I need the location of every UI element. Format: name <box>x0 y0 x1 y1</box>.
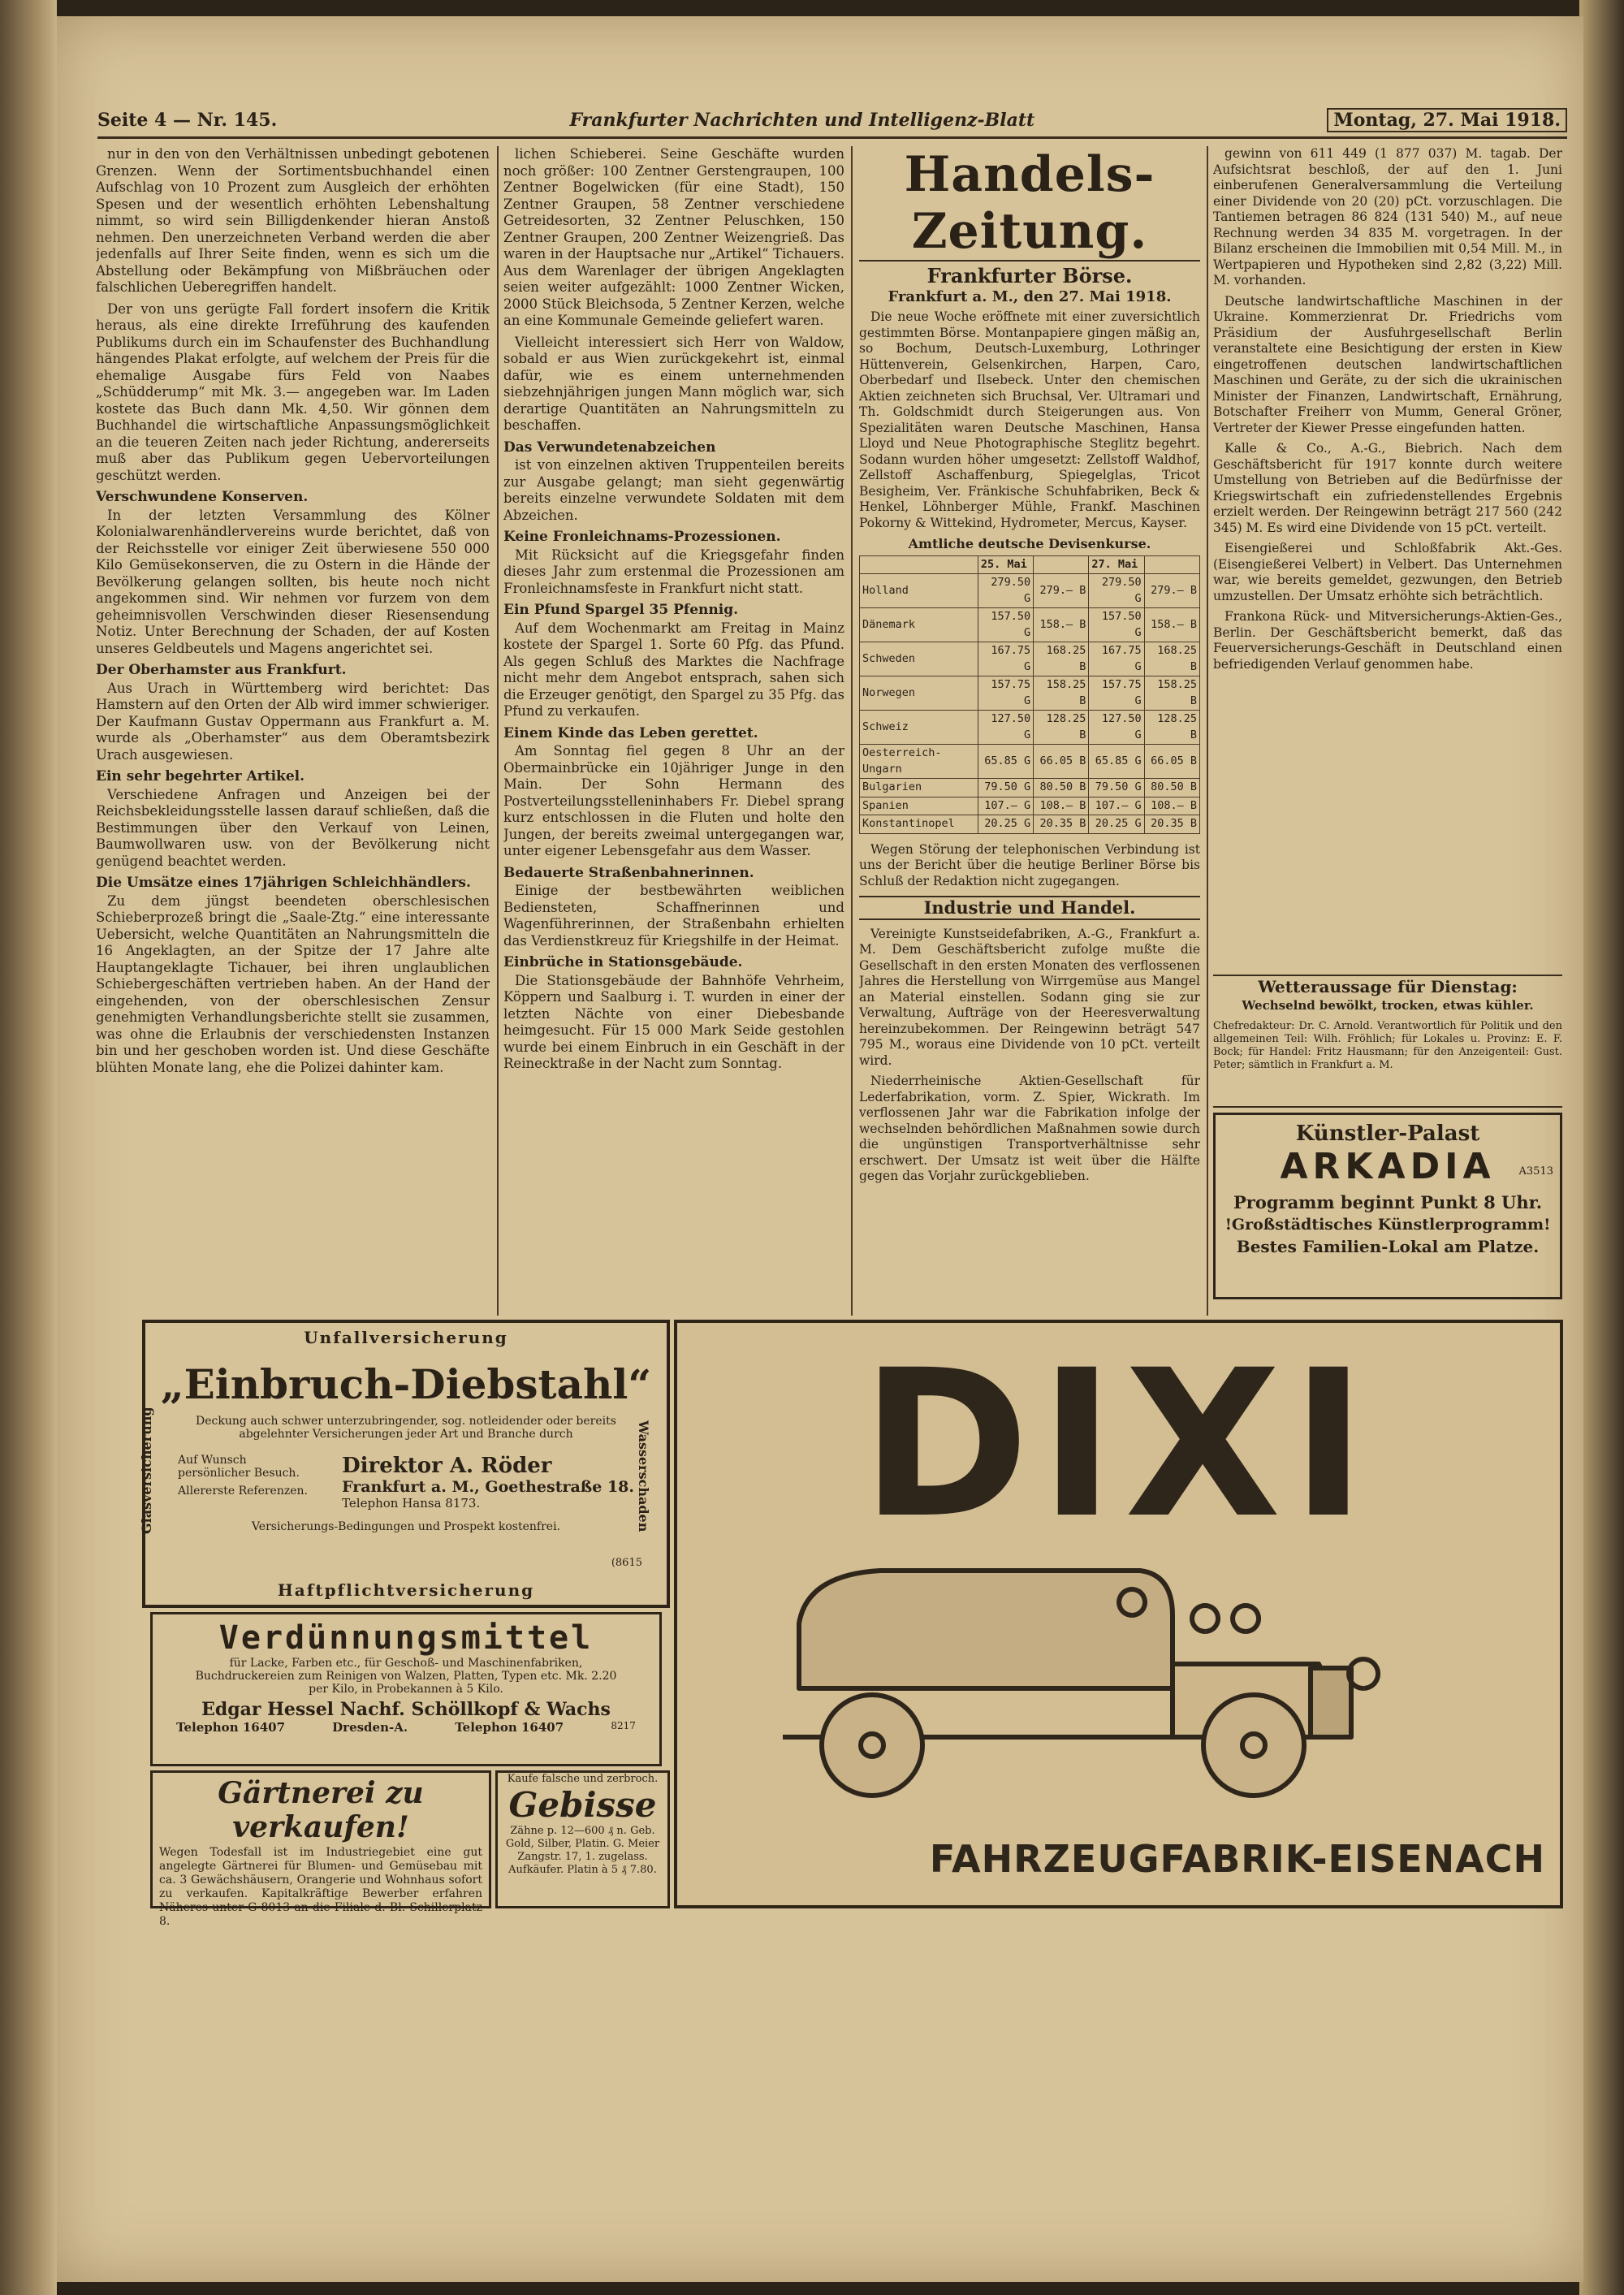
fx-header-row <box>860 555 1200 574</box>
fx-row <box>860 797 1200 815</box>
arkadia-line-1: Programm beginnt Punkt 8 Uhr. <box>1233 1192 1543 1212</box>
column-1 <box>96 146 490 1316</box>
fx-header-cell <box>1144 555 1199 574</box>
ad-phone-1: Telephon 16407 <box>176 1720 286 1735</box>
fx-rate: 20.25 G <box>1089 815 1144 834</box>
article-paragraph: nur in den von den Verhältnissen unbedingt gebotenen Grenzen. Wenn der Sortimentsbuchhandel einen Aufschlag von 10 Prozent zum Ausgleich der erhöhten Spesen und der wesentlich erhöhten Lebenshaltung nimmt, so wird sein Billigdenkender hieran Anstoß nehmen. Den unerzeichneten Verband werden die aber jedenfalls auf Ihrer Seite finden, wenn es sich um die Abstellung oder Bekämpfung von Mißbräuchen oder falschlichen Ueberegriffen handelt. <box>96 146 490 295</box>
fx-row <box>860 608 1200 642</box>
fx-rate: 66.05 B <box>1034 745 1089 779</box>
arkadia-code: A3513 <box>1518 1165 1553 1178</box>
ad-description: Deckung auch schwer unterzubringender, sog. notleidender oder bereits abgelehnter Versicherungen jeder Art und Branche durch <box>196 1415 616 1441</box>
fx-currency: Oesterreich-Ungarn <box>860 745 978 779</box>
article-heading: Bedauerte Straßenbahnerinnen. <box>503 864 754 881</box>
ad-contact-row <box>153 1720 659 1735</box>
ad-dixi <box>674 1320 1563 1908</box>
article-heading: Das Verwundetenabzeichen <box>503 439 716 456</box>
arkadia-line-2: !Großstädtisches Künstlerprogramm! <box>1224 1216 1551 1234</box>
article-paragraph: Der von uns gerügte Fall fordert insofern die Kritik heraus, als eine direkte Irreführung des kaufenden Publikums durch ein im Schaufenster des Buchhandlung hängendes Plakat erfolgte, auf welchem der Preis für die ehemalige Ausgabe fürs Feld von Naabes „Schüdderump“ mit Mk. 3.— angegeben war. Im Laden kostete das Buch dann Mk. 4,50. Wir gönnen dem Buchhandel die wirtschaftliche Anpassungsmöglichkeit an die teueren Zeiten nach jeder Richtung, andererseits muß aber das Publikum gegen Uebervorteilungen geschützt werden. <box>96 300 490 483</box>
arkadia-name: ARKADIA <box>1280 1146 1496 1187</box>
article-paragraph: lichen Schieberei. Seine Geschäfte wurden noch größer: 100 Zentner Gerstengraupen, 100 Zentner Bogelwicken (für eine Stadt), 150 Zentner Graupen, 58 Zentner verschiedene Getreidesorten, 32 Zentner Peluschken, 150 Zentner Graupen, 200 Zentner Weizengrieß. Das waren in der Hauptsache nur „Artikel“ Tichauers. Aus dem Warenlager der übrigen Angeklagten seien weiter aufgezählt: 1000 Zentner Wicken, 2000 Stück Bleichsoda, 5 Zentner Kerzen, welche an eine Kommunale Gemeinde geliefert waren. <box>503 146 844 328</box>
ad-bottom-text: Versicherungs-Bedingungen und Prospekt kostenfrei. <box>251 1520 561 1533</box>
fx-rate: 80.50 B <box>1034 779 1089 797</box>
ad-company: Edgar Hessel Nachf. Schöllkopf & Wachs <box>201 1699 611 1720</box>
ad-phone: Telephon Hansa 8173. <box>342 1496 481 1511</box>
article-paragraph: Wegen Störung der telephonischen Verbindung ist uns der Bericht über die heutige Berliner Börse bis Schluß der Redaktion nicht zugegangen. <box>859 841 1200 888</box>
fx-rate: 127.50 G <box>1089 711 1144 745</box>
weather-box <box>1213 975 1562 1108</box>
ad-director-block <box>342 1454 634 1511</box>
ad-gebisse <box>495 1770 670 1908</box>
fx-header-cell <box>860 555 978 574</box>
fx-rate: 108.— B <box>1034 797 1089 815</box>
article-paragraph: Verschiedene Anfragen und Anzeigen bei der Reichsbekleidungsstelle lassen darauf schließen, daß die Bestimmungen über den Verkauf von Leinen, Baumwollwaren usw. von der Bevölkerung nicht genügend beachtet werden. <box>96 786 490 869</box>
fx-rate: 20.25 G <box>978 815 1033 834</box>
fx-currency: Dänemark <box>860 608 978 642</box>
article-paragraph: Die neue Woche eröffnete mit einer zuversichtlich gestimmten Börse. Montanpapiere gingen mäßig an, so Bochum, Deutsch-Luxemburg, Lothringer Hüttenverein, Gelsenkirchen, Harpen, Caro, Oberbedarf und Ilsebeck. Unter den chemischen Aktien zeichneten sich Bruchsal, Ver. Ultramari und Th. Goldschmidt durch Steigerungen aus. Von Spezialitäten waren Deutsche Maschinen, Hansa Lloyd und Neue Photographische Steglitz begehrt. Sodann wurden höher umgesetzt: Zellstoff Waldhof, Zellstoff Aschaffenburg, Spiegelglas, Tricot Besigheim, Ver. Fränkische Schuhfabriken, Beck & Henkel, Löhnberger Mühle, Frankf. Maschinen Pokorny & Wittekind, Hydrometer, Mercus, Kayser. <box>859 309 1200 530</box>
arkadia-line-3: Bestes Familien-Lokal am Platze. <box>1236 1237 1540 1256</box>
fx-rate: 279.— B <box>1034 574 1089 608</box>
fx-currency: Schweden <box>860 642 978 676</box>
fx-rate: 157.50 G <box>1089 608 1144 642</box>
ad-note-2: Allererste Referenzen. <box>178 1485 308 1498</box>
fx-currency: Norwegen <box>860 676 978 711</box>
fx-rate: 66.05 B <box>1144 745 1199 779</box>
truck-front-wheel <box>1203 1695 1304 1796</box>
fx-row <box>860 642 1200 676</box>
article-paragraph: In der letzten Versammlung des Kölner Kolonialwarenhändlervereins wurde berichtet, daß von der Reichsstelle vor einiger Zeit überwiesene 550 000 Kilo Gemüsekonserven, die zu Ostern in die Hände der Bevölkerung gelangen sollten, bis heute noch nicht angekommen sind. Wir nehmen vor furzem von dem geheimnisvollen Verschwinden dieser Riesensendung Notiz. Unter Berechnung der Schaden, der auf Kosten unseres Geldbeutels und Magens angerichtet sei. <box>96 507 490 656</box>
column-rule <box>1207 146 1208 1316</box>
fx-currency: Konstantinopel <box>860 815 978 834</box>
ad-verduennungsmittel <box>150 1612 662 1766</box>
column-rule <box>497 146 499 1316</box>
article-heading: Die Umsätze eines 17jährigen Schleichhändlers. <box>96 875 471 891</box>
ad-headline: Gebisse <box>508 1785 657 1825</box>
ad-phone-2: Telephon 16407 <box>455 1720 564 1735</box>
boerse-subtitle: Frankfurter Börse. <box>926 264 1133 287</box>
handelszeitung-title: Handels-Zeitung. <box>859 146 1200 261</box>
impressum: Chefredakteur: Dr. C. Arnold. Verantwortlich für Politik und den allgemeinen Teil: Wilh. Fröhlich; für Lokales u. Provinz: E. F. Bock; für Handel: Fritz Hausmann; für den Anzeigenteil: Gust. Peter; sämtlich in Frankfurt a. M. <box>1213 1020 1562 1071</box>
fx-header-cell <box>1034 555 1089 574</box>
fx-rate: 20.35 B <box>1034 815 1089 834</box>
ad-top-label: Unfallversicherung <box>304 1328 508 1347</box>
ad-einbruch-diebstahl <box>139 1320 670 1608</box>
ad-headline: „Einbruch-Diebstahl“ <box>160 1360 652 1408</box>
fx-rate: 279.— B <box>1144 574 1199 608</box>
fx-header-cell: 25. Mai <box>978 555 1033 574</box>
fx-row <box>860 815 1200 834</box>
fx-rate: 167.75 G <box>978 642 1033 676</box>
fx-rate: 128.25 B <box>1034 711 1089 745</box>
dixi-brand: DIXI <box>861 1326 1376 1562</box>
fx-rate: 107.— G <box>1089 797 1144 815</box>
column-2 <box>503 146 844 1316</box>
fx-rate: 127.50 G <box>978 711 1033 745</box>
fx-rate: 157.75 G <box>978 676 1033 711</box>
fx-rate: 157.50 G <box>978 608 1033 642</box>
fx-row <box>860 745 1200 779</box>
article-paragraph: ist von einzelnen aktiven Truppenteilen bereits zur Ausgabe gelangt; man sieht gegenwärtig bereits einzelne verwundete Soldaten mit dem Abzeichen. <box>503 457 844 523</box>
column-rule <box>851 146 853 1316</box>
article-paragraph: Eisengießerei und Schloßfabrik Akt.-Ges. (Eisengießerei Velbert) in Velbert. Das Unternehmen war, wie bereits gemeldet, gezwungen, den Betrieb umzustellen. Der Umsatz erhöhte sich beträchtlich. <box>1213 541 1562 603</box>
truck-canopy <box>799 1571 1173 1688</box>
article-paragraph: Zu dem jüngst beendeten oberschlesischen Schieberprozeß bringt die „Saale-Ztg.“ eine interessante Uebersicht, welche Quantitäten an Nahrungsmitteln die 16 Angeklagten, an der Spitze der 17 Jahre alte Hauptangeklagte Tichauer, bei ihren unglaublichen Schiebergeschäften vertrieben haben. An der Hand der eingehenden, von der oberschlesischen Zensur genehmigten Verhandlungsberichte stellt sie zusammen, was ohne die Erlaubnis der verschiedensten Instanzen bin und her geschoben worden ist. Und diese Geschäfte blühten Monate lang, ehe die Polizei dahinter kam. <box>96 892 490 1075</box>
fx-rate: 128.25 B <box>1144 711 1199 745</box>
article-heading: Ein Pfund Spargel 35 Pfennig. <box>503 602 738 618</box>
fx-rate: 158.25 B <box>1034 676 1089 711</box>
article-paragraph: gewinn von 611 449 (1 877 037) M. tagab. Der Aufsichtsrat beschloß, der auf den 1. Juni einberufenen Generalversammlung die Verteilung einer Dividende von 20 (20) pCt. vorzuschlagen. Die Tantiemen betragen 86 824 (131 540) M., auf neue Rechnung werden 34 835 M. vorgetragen. In der Bilanz erscheinen die Immobilien mit 0,54 Mill. M., in Wertpapieren und Hypotheken sind 2,82 (3,22) Mill. M. vorhanden. <box>1213 146 1562 287</box>
ad-contact-row <box>145 1441 667 1511</box>
fx-title: Amtliche deutsche Devisenkurse. <box>908 536 1151 551</box>
ad-bottom-label: Haftpflichtversicherung <box>277 1580 535 1600</box>
ad-arkadia <box>1213 1113 1562 1299</box>
article-paragraph: Vielleicht interessiert sich Herr von Waldow, sobald er aus Wien zurückgekehrt ist, einmal dafür, wie es einem unternehmenden siebzehnjährigen jungen Mann möglich war, sich derartige Quantitäten an Nahrungsmitteln zu beschaffen. <box>503 334 844 433</box>
article-paragraph: Einige der bestbewährten weiblichen Bediensteten, Schaffnerinnen und Wagenführerinnen, der Straßenbahn erhielten das Verdienstkreuz für Kriegshilfe in der Heimat. <box>503 883 844 949</box>
fx-rate: 167.75 G <box>1089 642 1144 676</box>
page-header <box>97 104 1567 139</box>
book-spine <box>0 0 57 2295</box>
ad-left-notes <box>178 1454 316 1511</box>
ad-text: Wegen Todesfall ist im Industriegebiet eine gut angelegte Gärtnerei für Blumen- und Gemüsebau mit ca. 3 Gewächshäusern, Orangerie und Wohnhaus sofort zu verkaufen. Kapitalkräftige Bewerber erfahren Näheres unter G 8013 an die Filiale d. Bl. Schillerplatz 8. <box>159 1846 482 1928</box>
ad-director: Direktor A. Röder <box>342 1454 552 1478</box>
ad-code: 8217 <box>611 1720 636 1731</box>
page-edge <box>1579 0 1624 2295</box>
article-paragraph: Kalle & Co., A.-G., Biebrich. Nach dem Geschäftsbericht für 1917 konnte durch weitere Umstellung von Betrieben auf die Bedürfnisse der Kriegswirtschaft ein zufriedenstellendes Ergebnis erzielt werden. Der Reingewinn beträgt 217 560 (242 345) M. Es wird eine Dividende von 15 pCt. verteilt. <box>1213 441 1562 535</box>
article-paragraph: Mit Rücksicht auf die Kriegsgefahr finden dieses Jahr zum erstenmal die Prozessionen am Fronleichnamsfeste in Frankfurt nicht statt. <box>503 547 844 596</box>
article-paragraph: Deutsche landwirtschaftliche Maschinen in der Ukraine. Kommerzienrat Dr. Friedrichs vom Präsidium der Ausfuhrgesellschaft Berlin veranstaltete eine Besichtigung der ersten in Kiew eingetroffenen deutschen landwirtschaftlichen Maschinen und Geräte, zu der sich die ukrainischen Minister der Finanzen, Landwirtschaft, Ernährung, Botschafter Freiherr von Mumm, General Gröner, Vertreter der Kiewer Presse eingefunden hatten. <box>1213 293 1562 435</box>
fx-rate: 65.85 G <box>1089 745 1144 779</box>
ad-headline: Verdünnungsmittel <box>218 1619 594 1657</box>
article-heading: Verschwundene Konserven. <box>96 489 309 505</box>
article-paragraph: Niederrheinische Aktien-Gesellschaft für Lederfabrikation, vorm. Z. Spier, Wickrath. Im verflossenen Jahr war die Fabrikation infolge der wechselnden behördlichen Maßnahmen sowie durch die ungünstigen Transportverhältnisse sehr erschwert. Der Umsatz ist weit über die Hälfte gegen das Vorjahr zurückgeblieben. <box>859 1074 1200 1183</box>
fx-header-cell: 27. Mai <box>1089 555 1144 574</box>
header-page-number: Seite 4 — Nr. 145. <box>97 110 278 131</box>
article-heading: Ein sehr begehrter Artikel. <box>96 768 305 784</box>
fx-currency: Bulgarien <box>860 779 978 797</box>
article-paragraph: Aus Urach in Württemberg wird berichtet: Das Hamstern auf den Orten der Alb wird immer schwieriger. Der Kaufmann Gustav Oppermann aus Frankfurt a. M. wurde als „Oberhamster“ aus dem Oberamtsbezirk Urach ausgewiesen. <box>96 680 490 763</box>
fx-row <box>860 711 1200 745</box>
column-3-handelszeitung <box>859 146 1200 1316</box>
truck-radiator <box>1311 1668 1351 1737</box>
fx-currency: Schweiz <box>860 711 978 745</box>
truck-rear-wheel <box>822 1695 922 1796</box>
fx-rate: 168.25 B <box>1144 642 1199 676</box>
boerse-dateline: Frankfurt a. M., den 27. Mai 1918. <box>888 287 1172 305</box>
fx-currency: Holland <box>860 574 978 608</box>
ad-city: Dresden-A. <box>332 1720 408 1735</box>
article-heading: Einbrüche in Stationsgebäude. <box>503 954 743 970</box>
fx-rate: 107.— G <box>978 797 1033 815</box>
header-masthead: Frankfurter Nachrichten und Intelligenz-Blatt <box>569 110 1035 131</box>
ad-note-1: Auf Wunsch persönlicher Besuch. <box>178 1454 300 1480</box>
fx-rate: 80.50 B <box>1144 779 1199 797</box>
fx-rate: 108.— B <box>1144 797 1199 815</box>
ad-top-label: Kaufe falsche und zerbroch. <box>507 1773 659 1785</box>
ad-right-side-label: Wasserschaden <box>635 1420 651 1532</box>
ad-headline: Gärtnerei zu verkaufen! <box>218 1776 424 1844</box>
ad-text: für Lacke, Farben etc., für Geschoß- und Maschinenfabriken, Buchdruckereien zum Reinigen von Walzen, Platten, Typen etc. Mk. 2.20 per Kilo, in Probekannen à 5 Kilo. <box>195 1657 617 1696</box>
fx-rate: 279.50 G <box>1089 574 1144 608</box>
article-heading: Keine Fronleichnams-Prozessionen. <box>503 529 781 545</box>
fx-rate: 20.35 B <box>1144 815 1199 834</box>
article-paragraph: Auf dem Wochenmarkt am Freitag in Mainz kostete der Spargel 1. Sorte 60 Pfg. das Pfund. Als gegen Schluß des Marktes die Nachfrage nicht mehr dem Angebot entsprach, sahen sich die Erzeuger genötigt, den Spargel zu 35 Pfg. das Pfund zu verkaufen. <box>503 620 844 719</box>
ad-code: (8615 <box>611 1557 642 1569</box>
fx-rate: 79.50 G <box>1089 779 1144 797</box>
weather-title: Wetteraussage für Dienstag: <box>1258 977 1518 996</box>
fx-rate: 65.85 G <box>978 745 1033 779</box>
fx-row <box>860 779 1200 797</box>
dixi-truck-illustration <box>750 1526 1481 1802</box>
dixi-footer: FAHRZEUGFABRIK-EISENACH <box>929 1837 1545 1881</box>
header-date: Montag, 27. Mai 1918. <box>1327 108 1567 132</box>
article-paragraph: Vereinigte Kunstseidefabriken, A.-G., Frankfurt a. M. Dem Geschäftsbericht zufolge mußte die Gesellschaft in den ersten Monaten des verflossenen Jahres die Herstellung von Wirrgemüse aus Mangel an Material einstellen. Sodann ging sie zur Verwaltung, Aufträge von der Heeresverwaltung hereinzubekommen. Der Reingewinn beträgt 547 795 M., woraus eine Dividende von 10 pCt. verteilt wird. <box>859 926 1200 1068</box>
article-paragraph: Frankona Rück- und Mitversicherungs-Aktien-Ges., Berlin. Der Geschäftsbericht bemerkt, daß das Feuerversicherungs-Geschäft in Deutschland einen befriedigenden Verlauf genommen habe. <box>1213 609 1562 672</box>
weather-text: Wechselnd bewölkt, trocken, etwas kühler. <box>1242 998 1534 1013</box>
ad-address: Frankfurt a. M., Goethestraße 18. <box>342 1478 634 1496</box>
article-paragraph: Die Stationsgebäude der Bahnhöfe Vehrheim, Köppern und Saalburg i. T. wurden in einer der letzten Nächte von einer Diebesbande heimgesucht. Für 15 000 Mark Seide gestohlen wurde bei einem Einbruch in ein Geschäft in der Reinecktraße in der Nacht zum Sonntag. <box>503 972 844 1071</box>
fx-rate: 279.50 G <box>978 574 1033 608</box>
fx-rate: 79.50 G <box>978 779 1033 797</box>
fx-row <box>860 676 1200 711</box>
column-4 <box>1213 146 1562 966</box>
article-heading: Der Oberhamster aus Frankfurt. <box>96 662 347 678</box>
fx-rate: 168.25 B <box>1034 642 1089 676</box>
article-heading: Einem Kinde das Leben gerettet. <box>503 724 758 741</box>
fx-rate: 158.— B <box>1144 608 1199 642</box>
article-paragraph: Am Sonntag fiel gegen 8 Uhr an der Obermainbrücke ein 10jähriger Junge in den Main. Der Sohn Hermann des Postverteilungsstelleninhabers Fr. Diebel sprang kurz entschlossen in die Fluten und holte den Jungen, der bereits zweimal untergegangen war, unter eigener Lebensgefahr aus dem Wasser. <box>503 743 844 858</box>
fx-table <box>859 555 1200 834</box>
section-heading: Industrie und Handel. <box>859 896 1200 920</box>
fx-currency: Spanien <box>860 797 978 815</box>
fx-rate: 158.— B <box>1034 608 1089 642</box>
fx-rate: 158.25 B <box>1144 676 1199 711</box>
fx-row <box>860 574 1200 608</box>
ad-gaertnerei <box>150 1770 491 1928</box>
fx-rate: 157.75 G <box>1089 676 1144 711</box>
arkadia-top: Künstler-Palast <box>1295 1122 1480 1146</box>
ad-text: Zähne p. 12—600 ₰ n. Geb. Gold, Silber, Platin. G. Meier Zangstr. 17, 1. zugelass. Aufkäufer. Platin à 5 ₰ 7.80. <box>505 1825 660 1876</box>
ad-left-side-label: Glasversicherung <box>139 1407 154 1534</box>
